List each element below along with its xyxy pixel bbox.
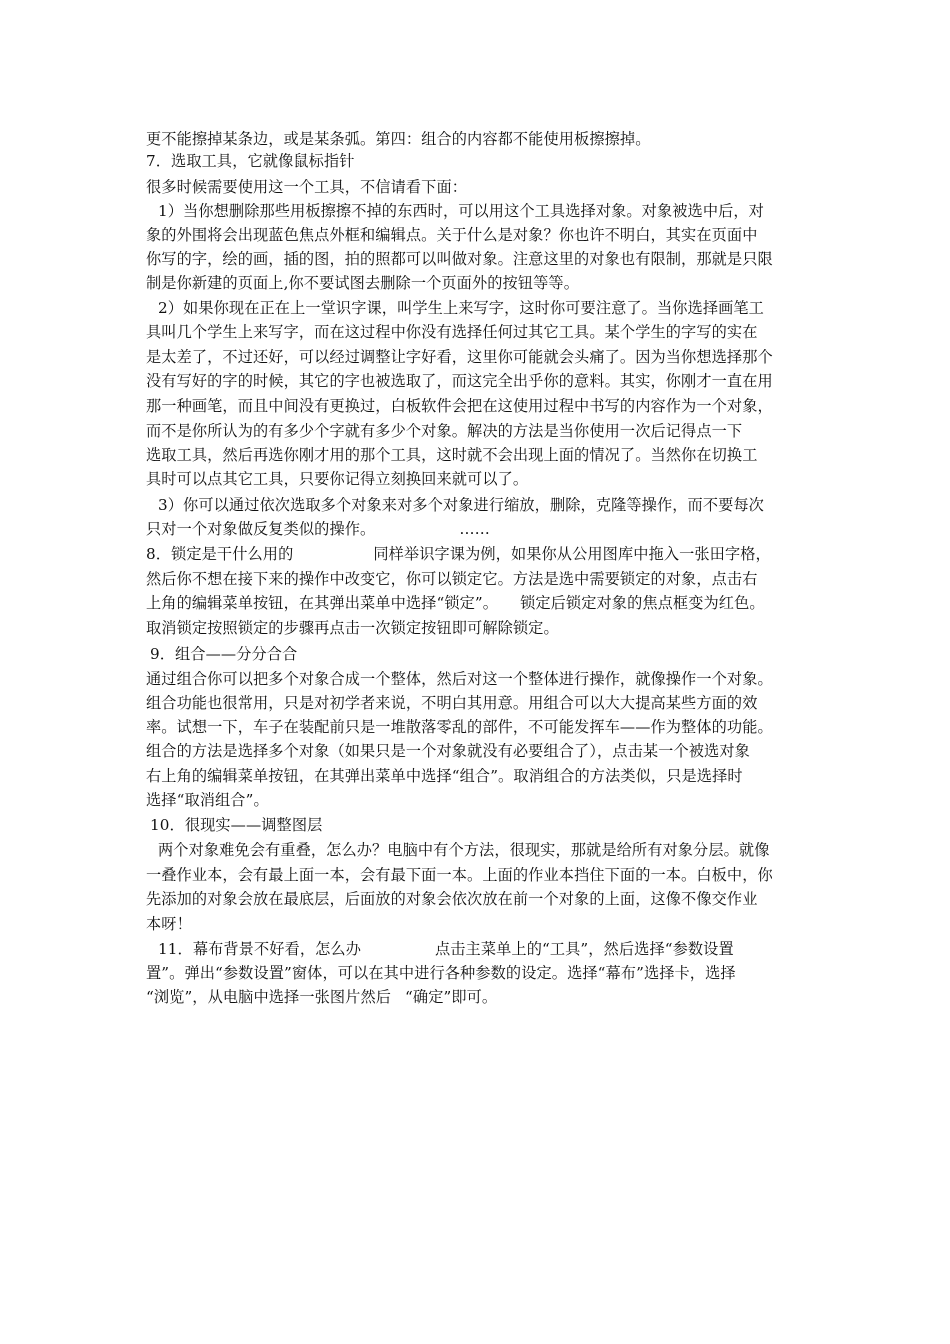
text-line: 是太差了，不过还好，可以经过调整让字好看，这里你可能就会头痛了。因为当你想选择那个 (146, 348, 773, 366)
text-fragment: 只对一个对象做反复类似的操作。 (146, 520, 376, 538)
text-line: 象的外围将会出现蓝色焦点外框和编辑点。关于什么是对象？你也许不明白，其实在页面中 (146, 226, 758, 244)
text-line: 选择“取消组合”。 (146, 791, 269, 809)
section-heading-10: 10．很现实——调整图层 (150, 816, 323, 834)
text-fragment: 同样举识字课为例，如果你从公用图库中拖入一张田字格， (373, 545, 771, 563)
text-line: 组合的方法是选择多个对象（如果只是一个对象就没有必要组合了），点击某一个被选对象 (146, 742, 750, 760)
ellipsis: …… (459, 520, 490, 538)
text-fragment: “浏览”，从电脑中选择一张图片然后 (146, 988, 392, 1006)
section-heading-11: 11．幕布背景不好看，怎么办 (158, 940, 361, 958)
text-fragment: 上角的编辑菜单按钮，在其弹出菜单中选择“锁定”。 (146, 594, 499, 612)
text-line: 2）如果你现在正在上一堂识字课，叫学生上来写字，这时你可要注意了。当你选择画笔工 (158, 299, 764, 317)
text-line: 率。试想一下，车子在装配前只是一堆散落零乱的部件，不可能发挥车——作为整体的功能。 (146, 718, 773, 736)
section-heading-8-line (146, 543, 771, 565)
section-heading-7: 7．选取工具，它就像鼠标指针 (146, 152, 355, 170)
text-line: 1）当你想删除那些用板擦擦不掉的东西时，可以用这个工具选择对象。对象被选中后，对 (158, 202, 764, 220)
text-line: 取消锁定按照锁定的步骤再点击一次锁定按钮即可解除锁定。 (146, 619, 559, 637)
text-line: 一叠作业本，会有最上面一本，会有最下面一本。上面的作业本挡住下面的一本。白板中，你 (146, 866, 773, 884)
text-line (146, 518, 490, 540)
text-line: 而不是你所认为的有多少个字就有多少个对象。解决的方法是当你使用一次后记得点一下 (146, 422, 743, 440)
text-line: 没有写好的字的时候，其它的字也被选取了，而这完全出乎你的意料。其实，你刚才一直在用 (146, 372, 773, 390)
text-line: 选取工具，然后再选你刚才用的那个工具，这时就不会出现上面的情况了。当然你在切换工 (146, 446, 758, 464)
text-line: 右上角的编辑菜单按钮，在其弹出菜单中选择“组合”。取消组合的方法类似，只是选择时 (146, 767, 743, 785)
text-line (146, 986, 497, 1008)
text-line: 先添加的对象会放在最底层，后面放的对象会依次放在前一个对象的上面，这像不像交作业 (146, 890, 758, 908)
text-line: 3）你可以通过依次选取多个对象来对多个对象进行缩放，删除，克隆等操作，而不要每次 (158, 496, 764, 514)
section-heading-9: 9．组合——分分合合 (150, 645, 298, 663)
text-line: 更不能擦掉某条边，或是某条弧。第四：组合的内容都不能使用板擦擦掉。 (146, 130, 651, 148)
text-line (146, 592, 765, 614)
section-heading-11-line (158, 938, 734, 960)
text-line: 那一种画笔，而且中间没有更换过，白板软件会把在这使用过程中书写的内容作为一个对象， (146, 397, 773, 415)
text-line: 组合功能也很常用，只是对初学者来说，不明白其用意。用组合可以大大提高某些方面的效 (146, 694, 758, 712)
text-line: 制是你新建的页面上,你不要试图去删除一个页面外的按钮等等。 (146, 274, 579, 292)
text-line: 通过组合你可以把多个对象合成一个整体，然后对这一个整体进行操作，就像操作一个对象。 (146, 670, 773, 688)
text-line: 两个对象难免会有重叠，怎么办？电脑中有个方法，很现实，那就是给所有对象分层。就像 (158, 841, 770, 859)
text-line: 然后你不想在接下来的操作中改变它，你可以锁定它。方法是选中需要锁定的对象，点击右 (146, 570, 758, 588)
section-heading-8: 8．锁定是干什么用的 (146, 545, 294, 563)
text-line: 具叫几个学生上来写字，而在这过程中你没有选择任何过其它工具。某个学生的字写的实在 (146, 323, 758, 341)
text-line: 很多时候需要使用这一个工具，不信请看下面： (146, 178, 468, 196)
text-line: 你写的字，绘的画，插的图，拍的照都可以叫做对象。注意这里的对象也有限制，那就是只限 (146, 250, 773, 268)
text-line: 本呀！ (146, 915, 192, 933)
text-line: 具时可以点其它工具，只要你记得立刻换回来就可以了。 (146, 470, 529, 488)
text-line: 置”。弹出“参数设置”窗体，可以在其中进行各种参数的设定。选择“幕布”选择卡，选择 (146, 964, 736, 982)
text-fragment: “确定”即可。 (405, 988, 498, 1006)
text-fragment: 锁定后锁定对象的焦点框变为红色。 (520, 594, 765, 612)
text-fragment: 点击主菜单上的“工具”，然后选择“参数设置 (434, 940, 734, 958)
